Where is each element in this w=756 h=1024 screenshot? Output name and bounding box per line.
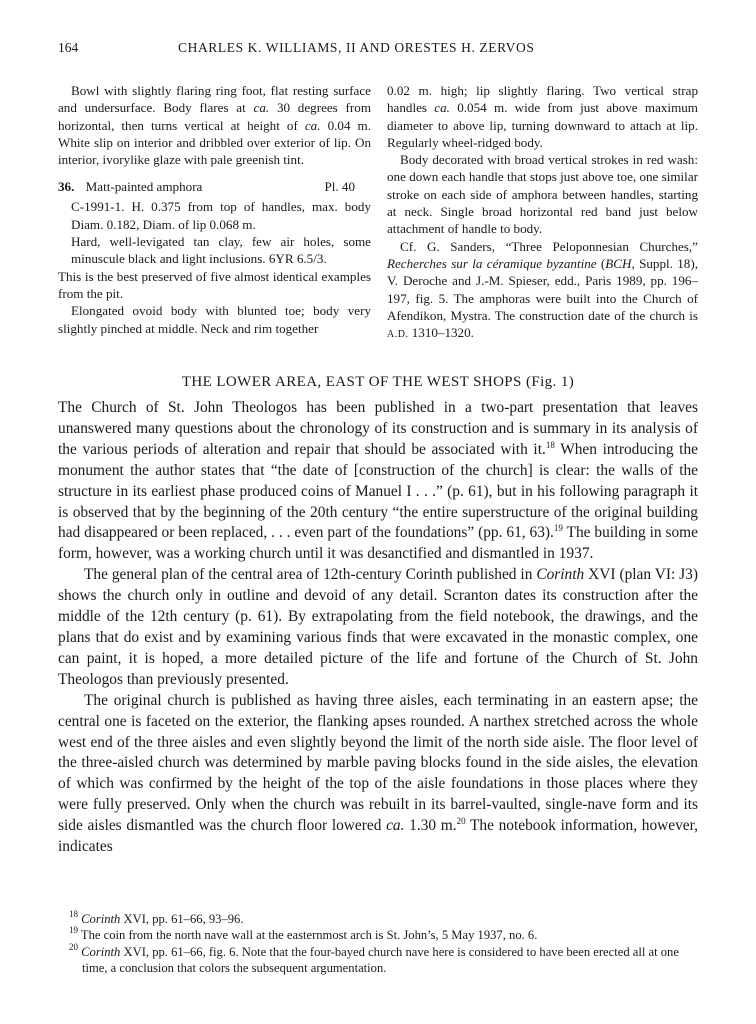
catalogue-number: 36. [58, 179, 75, 195]
catalogue-description-paragraph: Bowl with slightly flaring ring foot, flat resting surface and undersurface. Body flares at ca. 30 degrees from horizontal, then turns vertical at height of ca. 0.04 m. White slip on interior and dribbled over exterior of lip. On interior, ivorylike glaze with pale greenish tint. [58, 83, 372, 168]
catalogue-title: Matt-painted amphora [85, 179, 203, 195]
footnote-ref-18[interactable]: 18 [545, 439, 555, 450]
fabric-paragraph: Hard, well-levigated tan clay, few air holes, some minuscule black and light inclusions. 6YR 6.5/3. [71, 234, 371, 267]
footnotes [58, 911, 698, 976]
decoration-paragraph: Body decorated with broad vertical strokes in red wash: one down each handle that stops just above toe, one similar stroke on each side of amphora between handles, starting at neck. Single broad horizontal red band just below attachment of handle to body. [387, 152, 698, 237]
left-column [58, 82, 371, 337]
footnote-ref-20[interactable]: 20 [456, 816, 466, 827]
footnote-19: $^{19}$ The coin from the north nave wall at the easternmost arch is St. John’s, 5 May 1937, no. 6. [69, 925, 538, 943]
body-paragraph-2: The general plan of the central area of 12th-century Corinth published in Corinth XVI (plan VI: J3) shows the church only in outline and devoid of any detail. Scranton dates its construction after the middle of the 12th century (p. 61). By extrapolating from the field notebook, the drawings, and the plans that do exist and by examining various finds that were excavated in the monastic complex, one can paint, it is hoped, a more detailed picture of the life and fortune of the Church of St. John Theologos than previously presented. [58, 566, 698, 688]
shape-paragraph: Elongated ovoid body with blunted toe; body very slightly pinched at middle. Neck and rim together [58, 303, 371, 336]
inventory-paragraph: C-1991-1. H. 0.375 from top of handles, max. body Diam. 0.182, Diam. of lip 0.068 m. [71, 199, 371, 232]
shape-continuation-paragraph: 0.02 m. high; lip slightly flaring. Two vertical strap handles ca. 0.054 m. wide from just above maximum diameter to above lip, turning downward to attach at lip. Regularly wheel-ridged body. [387, 83, 698, 150]
preservation-paragraph: This is the best preserved of five almost identical examples from the pit. [58, 268, 371, 301]
footnote-ref-19[interactable]: 19 [553, 523, 563, 534]
right-column [387, 82, 698, 343]
catalogue-entry-heading [58, 178, 371, 198]
page-number: 164 [58, 40, 79, 55]
running-title: CHARLES K. WILLIAMS, II AND ORESTES H. ZERVOS [178, 40, 535, 55]
footnote-18: $^{18}$ Corinth XVI, pp. 61–66, 93–96. [69, 909, 244, 926]
plate-reference: Pl. 40 [324, 179, 355, 195]
body-paragraph-3: The original church is published as having three aisles, each terminating in an eastern apse; the central one is faceted on the exterior, the flanking apses rounded. A narthex stretched across the whole west end of the three aisles and even slightly beyond the limit of the north side aisle. The floor level of the three-aisled church was determined by marble paving blocks found in the side aisles, the elevation of which was confirmed by the height of the top of the aisle foundations in those places where they were fully preserved. Only when the church was rebuilt in its barrel-vaulted, single-nave form and its side aisles dismantled was the church floor lowered ca. 1.30 m.$^{20}$ The notebook information, however, indicates [58, 691, 698, 856]
body-paragraph-1: The Church of St. John Theologos has been published in a two-part presentation that leaves unanswered many questions about the chronology of its construction and is summary in its analysis of the various periods of alteration and repair that should be associated with it.$^{18}$ When introducing the monument the author states that “the date of [construction of the church] is clear: the walls of the structure in its earliest phase produced coins of Manuel I . . .” (p. 61), but in his following paragraph it is observed that by the beginning of the 20th century “the entire superstructure of the original building had disappeared or been replaced, . . . even part of the foundations” (pp. 61, 63).$^{19}$ The building in some form, however, was a working church until it was desanctified and dismantled in 1937. [58, 399, 698, 563]
footnote-20: $^{20}$ Corinth XVI, pp. 61–66, fig. 6. Note that the four-bayed church nave here is considered to have been erected all at one time, a conclusion that colors the subsequent argumentation. [69, 941, 679, 975]
section-heading: THE LOWER AREA, EAST OF THE WEST SHOPS (Fig. 1) [181, 374, 575, 390]
main-text [58, 398, 698, 858]
comparanda-paragraph: Cf. G. Sanders, “Three Peloponnesian Churches,” Recherches sur la céramique byzantine (BCH, Suppl. 18), V. Deroche and J.-M. Spieser, edd., Paris 1989, pp. 196–197, fig. 5. The amphoras were built into the Church of Afendikon, Mystra. The construction date of the church is A.D. 1310–1320. [387, 238, 698, 341]
running-header [58, 40, 698, 62]
